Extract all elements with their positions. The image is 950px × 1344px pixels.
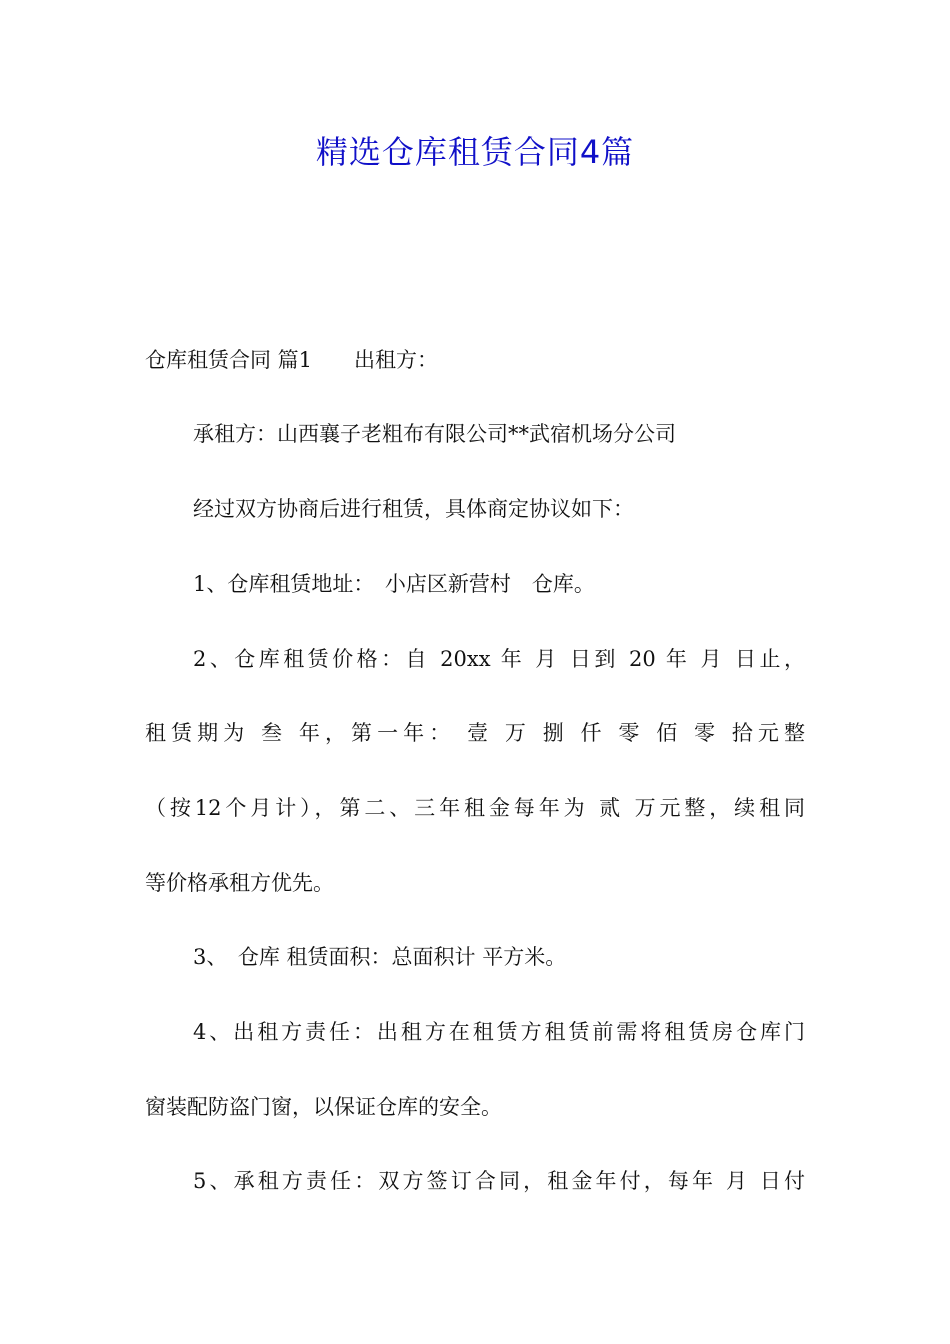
paragraph-line: 1、仓库租赁地址： 小店区新营村 仓库。 <box>193 572 595 596</box>
paragraph-line: 5、承租方责任：双方签订合同，租金年付，每年 月 日付 <box>193 1169 805 1193</box>
document-title: 精选仓库租赁合同4篇 <box>315 133 635 171</box>
paragraph-line: 窗装配防盗门窗，以保证仓库的安全。 <box>145 1095 502 1119</box>
paragraph-line: 仓库租赁合同 篇1 出租方： <box>145 348 439 372</box>
paragraph-line: 3、 仓库 租赁面积：总面积计 平方米。 <box>193 945 567 969</box>
paragraph-line: 4、出租方责任：出租方在租赁方租赁前需将租赁房仓库门 <box>193 1020 805 1044</box>
paragraph-line: 等价格承租方优先。 <box>145 871 334 895</box>
paragraph-line: 2、仓库租赁价格：自 20xx 年 月 日到 20 年 月 日止， <box>193 647 805 671</box>
paragraph-line: （按12个月计），第二、三年租金每年为 贰 万元整，续租同 <box>145 796 805 820</box>
paragraph-line: 租赁期为 叁 年，第一年： 壹 万 捌 仟 零 佰 零 拾元整 <box>145 721 805 745</box>
paragraph-line: 经过双方协商后进行租赁，具体商定协议如下： <box>193 497 634 521</box>
paragraph-line: 承租方：山西襄子老粗布有限公司**武宿机场分公司 <box>193 422 676 446</box>
